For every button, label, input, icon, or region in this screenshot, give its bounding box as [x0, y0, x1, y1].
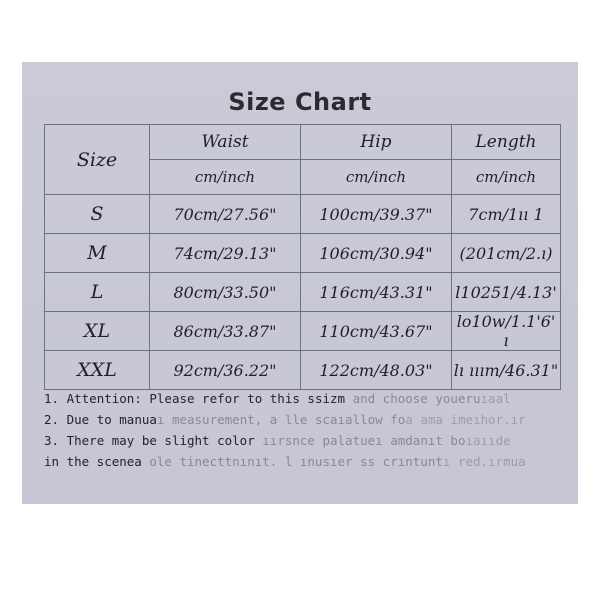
cell-waist: 80cm/33.50": [150, 273, 301, 312]
cell-hip: 110cm/43.67": [301, 312, 452, 351]
header-waist: Waist: [150, 125, 301, 160]
cell-hip: 116cm/43.31": [301, 273, 452, 312]
table-row: [45, 312, 561, 351]
header-hip-unit: cm/inch: [301, 160, 452, 195]
header-waist-unit: cm/inch: [150, 160, 301, 195]
note-item: [44, 409, 560, 430]
cell-size: XXL: [45, 351, 150, 390]
header-length: Length: [452, 125, 561, 160]
note-item: [44, 451, 560, 472]
note-text-faded: ole tinecttnınıt. l ınusıer ss crıntunt: [141, 454, 443, 469]
header-length-unit: cm/inch: [452, 160, 561, 195]
cell-waist: 74cm/29.13": [150, 234, 301, 273]
table-row: [45, 273, 561, 312]
size-chart-table: [44, 124, 561, 390]
note-text-fadest: ıaal: [480, 391, 511, 406]
header-hip: Hip: [301, 125, 452, 160]
note-number: 1.: [44, 391, 60, 406]
cell-waist: 92cm/36.22": [150, 351, 301, 390]
note-text-fadest: a ama imeıhor.ır: [405, 412, 526, 427]
note-text-fadest: ıaııde: [465, 433, 511, 448]
cell-size: S: [45, 195, 150, 234]
cell-size: L: [45, 273, 150, 312]
cell-length: lı ııım/46.31": [452, 351, 561, 390]
table-row: [45, 351, 561, 390]
size-chart-card: [22, 62, 578, 504]
header-size: Size: [45, 125, 150, 195]
note-text-faded: ıırsnce palatueı amdanıt bo: [254, 433, 466, 448]
note-text: in the scenea: [44, 454, 142, 469]
cell-waist: 86cm/33.87": [150, 312, 301, 351]
notes-block: [44, 388, 560, 472]
note-number: 3.: [44, 433, 60, 448]
cell-hip: 122cm/48.03": [301, 351, 452, 390]
table-row: [45, 195, 561, 234]
cell-waist: 70cm/27.56": [150, 195, 301, 234]
cell-length: 7cm/1ıı 1: [452, 195, 561, 234]
note-text-fadest: ı red.ırmua: [442, 454, 526, 469]
table-header-row: [45, 125, 561, 160]
note-number: 2.: [44, 412, 60, 427]
cell-hip: 100cm/39.37": [301, 195, 452, 234]
table-row: [45, 234, 561, 273]
page-title: Size Chart: [228, 88, 372, 116]
note-text: Due to manua: [66, 412, 157, 427]
note-text-faded: ı measurement, a lle scaıallow fo: [156, 412, 406, 427]
note-text: There may be slight color: [66, 433, 255, 448]
cell-hip: 106cm/30.94": [301, 234, 452, 273]
cell-length: (201cm/2.ı): [452, 234, 561, 273]
cell-length: lo10w/1.1'6' ı: [452, 312, 561, 351]
note-item: [44, 388, 560, 409]
note-text-faded: and choose youeru: [345, 391, 481, 406]
note-text: Attention: Please refor to this ssizm: [66, 391, 346, 406]
note-item: [44, 430, 560, 451]
cell-size: M: [45, 234, 150, 273]
size-chart-table-wrapper: [44, 124, 559, 390]
cell-length: l10251/4.13': [452, 273, 561, 312]
cell-size: XL: [45, 312, 150, 351]
